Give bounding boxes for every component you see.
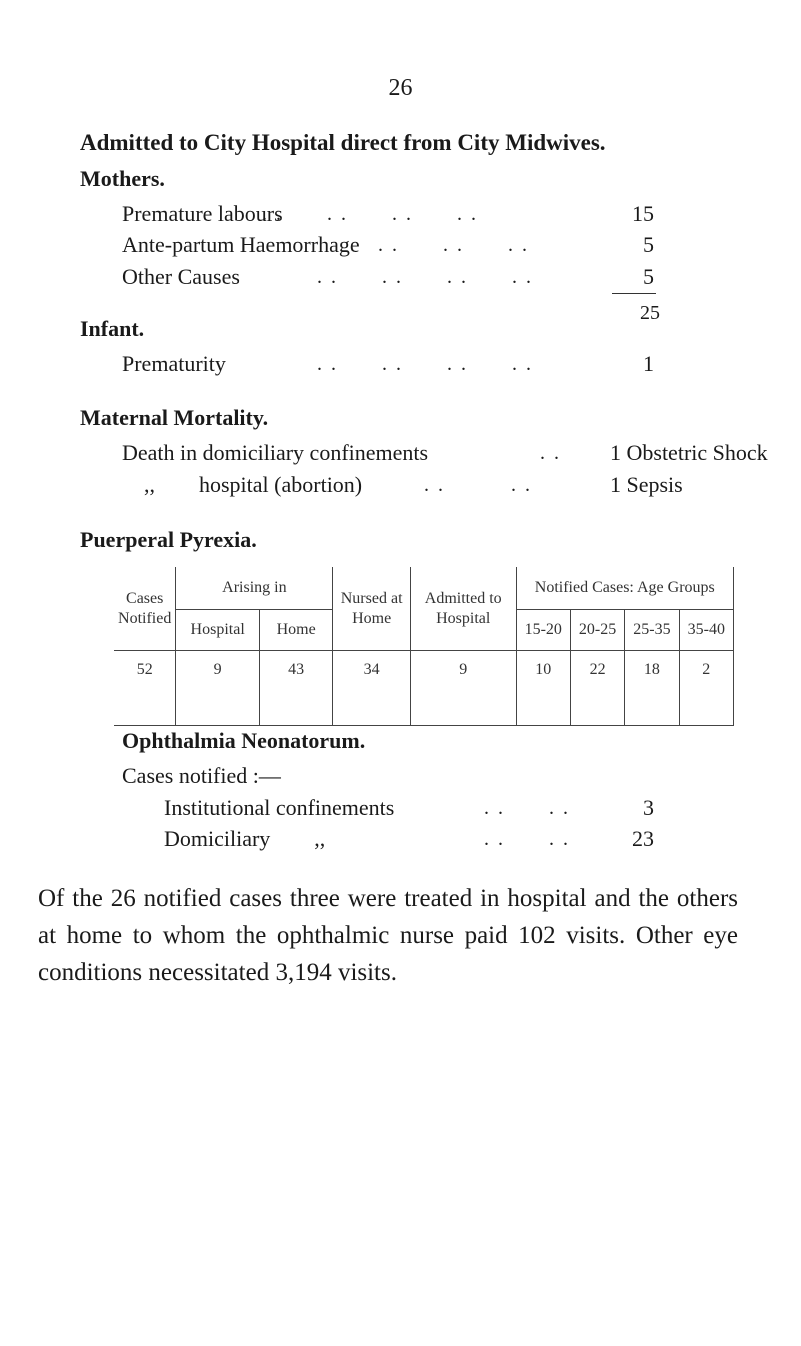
sum-rule	[612, 293, 656, 294]
ophthalmia-row-value: 23	[632, 826, 654, 851]
infant-heading: Infant.	[80, 316, 145, 341]
mortality-row-value: 1 Obstetric Shock	[610, 440, 768, 465]
header-age-group: 15-20	[516, 610, 570, 651]
pyrexia-table	[114, 567, 734, 726]
mothers-row-value: 5	[643, 232, 654, 257]
main-heading: Admitted to City Hospital direct from City Midwives.	[80, 130, 606, 155]
mothers-row-label: Other Causes	[122, 264, 240, 289]
cell-home: 43	[259, 651, 332, 726]
leader-dots: . .	[540, 442, 561, 464]
leader-dots: . . . . . . . .	[317, 353, 533, 375]
cell-age-group: 22	[570, 651, 624, 726]
header-arising-in: Arising in	[176, 567, 333, 610]
leader-dots: . . . . . .	[378, 234, 529, 256]
ophthalmia-subheading: Cases notified :—	[122, 763, 281, 788]
ophthalmia-row-label: Institutional confinements	[164, 795, 395, 820]
cell-age-group: 10	[516, 651, 570, 726]
header-cases-notified: Cases Notified	[114, 567, 176, 651]
mortality-row-label: ,, hospital (abortion)	[144, 472, 363, 497]
header-hospital: Hospital	[176, 610, 260, 651]
cell-cases-notified: 52	[114, 651, 176, 726]
leader-dots: . . . .	[424, 474, 532, 496]
mothers-row-value: 15	[632, 201, 654, 226]
cell-age-group: 18	[625, 651, 679, 726]
leader-dots: . . . .	[484, 797, 570, 819]
leader-dots: . . . .	[484, 828, 570, 850]
header-age-group: 35-40	[679, 610, 733, 651]
header-admitted-to-hospital: Admitted to Hospital	[410, 567, 516, 651]
closing-paragraph: Of the 26 notified cases three were treated in hospital and the others at home to whom the ophthalmic nurse paid 102 visits. Other eye conditions necessitated 3,194 visits.	[38, 885, 738, 986]
header-age-group: 25-35	[625, 610, 679, 651]
header-nursed-at-home: Nursed at Home	[333, 567, 411, 651]
ophthalmia-heading: Ophthalmia Neonatorum.	[122, 728, 366, 753]
mortality-row-value: 1 Sepsis	[610, 472, 683, 497]
mothers-row-label: Ante-partum Haemorrhage	[122, 232, 360, 257]
ophthalmia-row-label: Domiciliary ,,	[164, 826, 326, 851]
maternal-mortality-heading: Maternal Mortality.	[80, 405, 269, 430]
mothers-total: 25	[640, 302, 660, 324]
infant-row-label: Prematurity	[122, 351, 226, 376]
mothers-row-label: Premature labours	[122, 201, 283, 226]
mothers-heading: Mothers.	[80, 166, 165, 191]
header-home: Home	[259, 610, 332, 651]
infant-row-value: 1	[643, 351, 654, 376]
cell-nursed-at-home: 34	[333, 651, 411, 726]
mothers-row-value: 5	[643, 264, 654, 289]
cell-age-group: 2	[679, 651, 733, 726]
header-age-group: 20-25	[570, 610, 624, 651]
cell-hospital: 9	[176, 651, 260, 726]
header-notified-age-groups: Notified Cases: Age Groups	[516, 567, 733, 610]
page-number: 26	[388, 75, 413, 101]
cell-admitted-to-hospital: 9	[410, 651, 516, 726]
leader-dots: . . . . . . . .	[262, 203, 478, 225]
leader-dots: . . . . . . . .	[317, 266, 533, 288]
mortality-row-label: Death in domiciliary confinements	[122, 440, 429, 465]
puerperal-pyrexia-heading: Puerperal Pyrexia.	[80, 527, 257, 552]
ophthalmia-row-value: 3	[643, 795, 654, 820]
